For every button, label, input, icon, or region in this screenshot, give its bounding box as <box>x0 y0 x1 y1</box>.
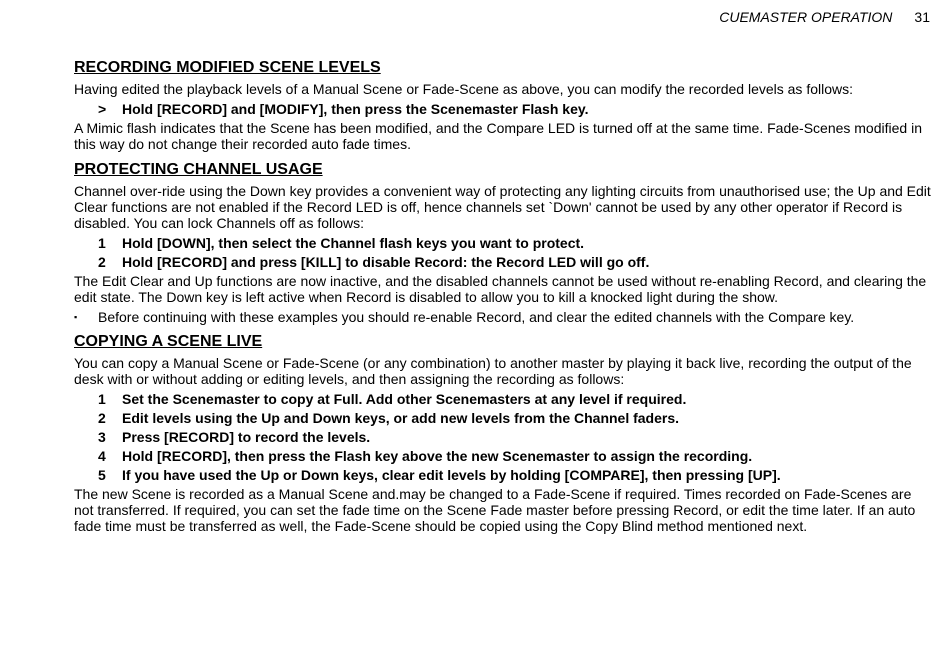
page-number: 31 <box>914 9 930 25</box>
section-heading-recording: RECORDING MODIFIED SCENE LEVELS <box>74 59 381 76</box>
copying-after: The new Scene is recorded as a Manual Scene and.may be changed to a Fade-Scene if required. Times recorded on Fade-Scenes are not transferred. If required, you can set the fade time on the Scene Fade master before pressing Record, or edit the time later. If an auto fade time must be transferred as well, the Fade-Scene should be copied using the Copy Blind method mentioned next. <box>74 486 916 534</box>
note-text: Before continuing with these examples you should re-enable Record, and clear the edited channels with the Compare key. <box>98 309 855 325</box>
section-heading-copying: COPYING A SCENE LIVE <box>74 333 263 350</box>
step-marker: > <box>98 101 107 117</box>
recording-intro: Having edited the playback levels of a Manual Scene or Fade-Scene as above, you can modify the recorded levels as follows: <box>74 81 853 97</box>
step-number: 1 <box>98 235 106 251</box>
step-text: Set the Scenemaster to copy at Full. Add other Scenemasters at any level if required. <box>122 391 687 407</box>
copying-step-3 <box>74 429 934 445</box>
protecting-step-2 <box>74 254 934 270</box>
bullet-square-icon: ▪ <box>74 312 78 322</box>
copying-step-2 <box>74 410 934 426</box>
protecting-step-1 <box>74 235 934 251</box>
step-text: Hold [RECORD], then press the Flash key above the new Scenemaster to assign the recording. <box>122 448 753 464</box>
step-text: Hold [RECORD] and press [KILL] to disable Record: the Record LED will go off. <box>122 254 650 270</box>
section-heading-protecting: PROTECTING CHANNEL USAGE <box>74 161 323 178</box>
protecting-after: The Edit Clear and Up functions are now inactive, and the disabled channels cannot be used without re-enabling Record, and clearing the edit state. The Down key is left active when Record is disabled to allow you to kill a knocked light during the show. <box>74 273 927 305</box>
step-number: 1 <box>98 391 106 407</box>
step-number: 3 <box>98 429 106 445</box>
step-text: Hold [DOWN], then select the Channel flash keys you want to protect. <box>122 235 585 251</box>
copying-step-4 <box>74 448 934 464</box>
step-text: Hold [RECORD] and [MODIFY], then press the Scenemaster Flash key. <box>122 101 589 117</box>
step-number: 2 <box>98 254 106 270</box>
step-text: Press [RECORD] to record the levels. <box>122 429 371 445</box>
recording-step <box>74 101 934 117</box>
step-number: 2 <box>98 410 106 426</box>
copying-step-5 <box>74 467 934 483</box>
running-header <box>719 9 930 25</box>
page-content <box>74 58 934 538</box>
copying-intro: You can copy a Manual Scene or Fade-Scene (or any combination) to another master by playing it back live, recording the output of the desk with or without adding or editing levels, and then assigning the recording as follows: <box>74 355 912 387</box>
protecting-intro: Channel over-ride using the Down key provides a convenient way of protecting any lighting circuits from unauthorised use; the Up and Edit Clear functions are not enabled if the Record LED is off, hence channels set `Down' cannot be used by any other operator if Record is disabled. You can lock Channels off as follows: <box>74 183 931 231</box>
copying-step-1 <box>74 391 934 407</box>
chapter-title: CUEMASTER OPERATION <box>719 9 893 25</box>
protecting-note <box>74 309 934 325</box>
step-number: 5 <box>98 467 106 483</box>
recording-after: A Mimic flash indicates that the Scene has been modified, and the Compare LED is turned off at the same time. Fade-Scenes modified in this way do not change their recorded auto fade times. <box>74 120 922 152</box>
step-number: 4 <box>98 448 106 464</box>
step-text: If you have used the Up or Down keys, clear edit levels by holding [COMPARE], then pressing [UP]. <box>122 467 781 483</box>
step-text: Edit levels using the Up and Down keys, or add new levels from the Channel faders. <box>122 410 680 426</box>
